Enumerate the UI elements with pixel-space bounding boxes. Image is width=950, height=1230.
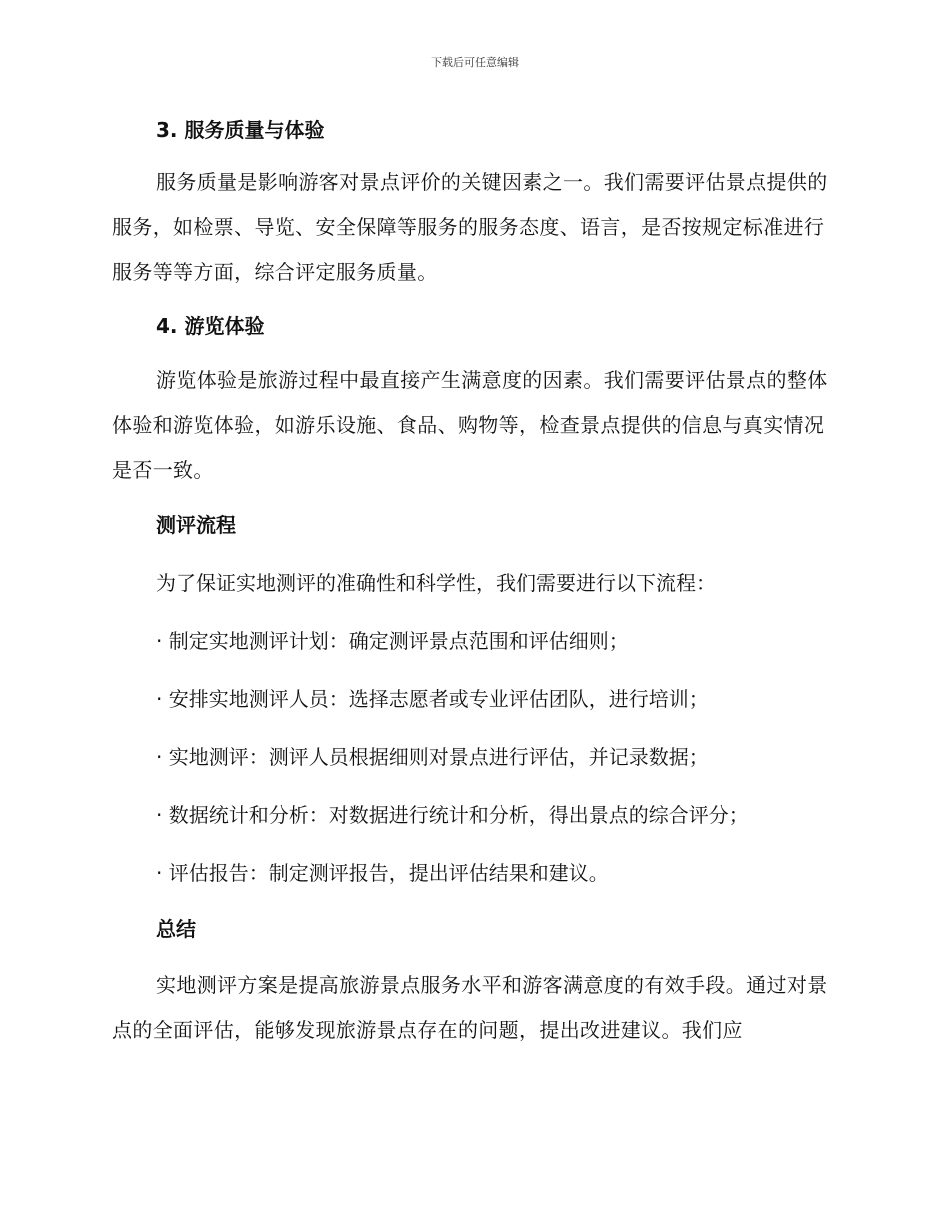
process-item: · 安排实地测评人员：选择志愿者或专业评估团队，进行培训；	[156, 687, 709, 711]
process-intro: 为了保证实地测评的准确性和科学性，我们需要进行以下流程：	[156, 571, 716, 595]
section-heading-process: 测评流程	[156, 513, 236, 537]
process-item: · 实地测评：测评人员根据细则对景点进行评估，并记录数据；	[156, 745, 709, 769]
section-paragraph-summary: 实地测评方案是提高旅游景点服务水平和游客满意度的有效手段。通过对景点的全面评估，能够发现旅游景点存在的问题，提出改进建议。我们应	[112, 973, 828, 1042]
page-header: 下载后可任意编辑	[431, 56, 519, 69]
section-paragraph-tour: 游览体验是旅游过程中最直接产生满意度的因素。我们需要评估景点的整体体验和游览体验，如游乐设施、食品、购物等，检查景点提供的信息与真实情况是否一致。	[112, 368, 828, 482]
section-paragraph-service: 服务质量是影响游客对景点评价的关键因素之一。我们需要评估景点提供的服务，如检票、导览、安全保障等服务的服务态度、语言，是否按规定标准进行服务等等方面，综合评定服务质量。	[112, 170, 828, 284]
section-heading-service: 3. 服务质量与体验	[156, 118, 325, 142]
process-item: · 制定实地测评计划：确定测评景点范围和评估细则；	[156, 629, 629, 653]
section-heading-tour: 4. 游览体验	[156, 314, 265, 338]
section-heading-summary: 总结	[156, 917, 196, 941]
process-item: · 数据统计和分析：对数据进行统计和分析，得出景点的综合评分；	[156, 803, 749, 827]
process-item: · 评估报告：制定测评报告，提出评估结果和建议。	[156, 861, 609, 885]
document-body	[112, 110, 832, 1053]
